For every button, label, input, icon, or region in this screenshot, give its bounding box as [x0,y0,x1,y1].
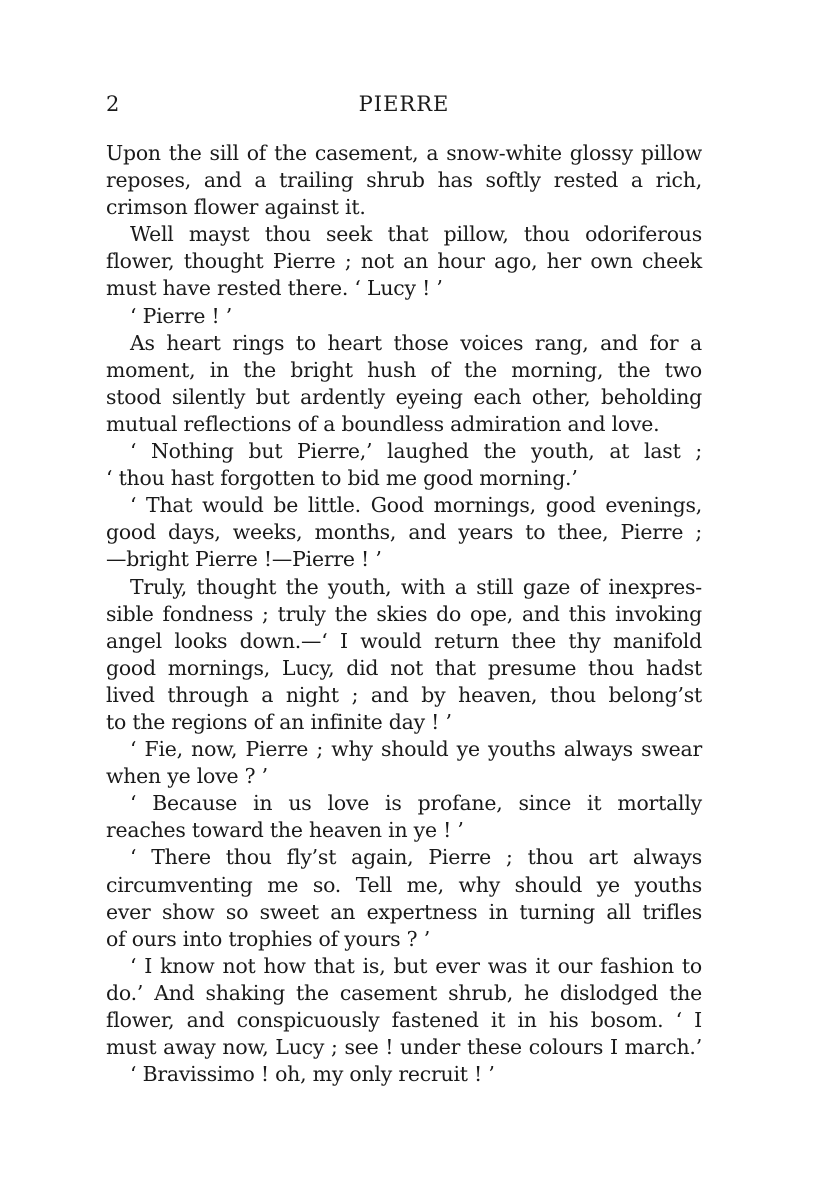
text-line: ‘ Nothing but Pierre,’ laughed the youth, at last ; [130,439,702,464]
text-line: moment, in the bright hush of the morning, the two [106,357,702,382]
text-line: Truly, thought the youth, with a still gaze of inexpres- [130,574,702,599]
text-line: when ye love ? ’ [106,764,268,789]
text-line: must have rested there. ‘ Lucy ! ’ [106,276,443,301]
text-line: Well mayst thou seek that pillow, thou odoriferous [130,222,702,247]
text-line: good mornings, Lucy, did not that presume thou hadst [106,655,702,680]
text-line: mutual reflections of a boundless admiration and love. [106,411,660,436]
text-line: good days, weeks, months, and years to thee, Pierre ; [106,520,702,545]
text-line: of ours into trophies of yours ? ’ [106,926,430,951]
text-line: ‘ thou hast forgotten to bid me good morning.’ [106,466,578,491]
text-line: stood silently but ardently eyeing each other, beholding [106,384,702,409]
text-line: ‘ Pierre ! ’ [130,303,233,328]
text-line: ‘ That would be little. Good mornings, good evenings, [130,493,702,518]
text-line: ever show so sweet an expertness in turning all trifles [106,899,702,924]
text-line: ‘ I know not how that is, but ever was it our fashion to [130,953,702,978]
text-line: ‘ Fie, now, Pierre ; why should ye youths always swear [130,737,702,762]
text-line: to the regions of an infinite day ! ’ [106,709,452,734]
body-text [106,140,702,1088]
text-line: sible fondness ; truly the skies do ope, and this invoking [106,601,702,626]
page-header [106,92,702,124]
running-title: PIERRE [358,92,450,116]
text-line: ‘ Bravissimo ! oh, my only recruit ! ’ [130,1062,495,1087]
text-line: angel looks down.—‘ I would return thee thy manifold [106,628,702,653]
text-line: flower, and conspicuously fastened it in his bosom. ‘ I [106,1008,702,1032]
text-line: As heart rings to heart those voices rang, and for a [130,330,702,355]
text-line: ‘ Because in us love is profane, since it mortally [130,791,702,816]
text-line: do.’ And shaking the casement shrub, he dislodged the [106,980,702,1005]
text-line: lived through a night ; and by heaven, thou belong’st [106,682,702,707]
text-line: ‘ There thou fly’st again, Pierre ; thou art always [130,845,702,870]
text-line: —bright Pierre !—Pierre ! ’ [106,547,382,572]
text-line: circumventing me so. Tell me, why should ye youths [106,872,702,897]
text-line: must away now, Lucy ; see ! under these colours I march.’ [106,1035,702,1060]
text-line: reaches toward the heaven in ye ! ’ [106,818,464,843]
page-number: 2 [106,92,120,116]
text-line: flower, thought Pierre ; not an hour ago, her own cheek [106,249,702,274]
text-line: reposes, and a trailing shrub has softly rested a rich, [106,168,702,193]
text-line: crimson flower against it. [106,195,366,220]
text-line: Upon the sill of the casement, a snow-white glossy pillow [106,141,702,165]
